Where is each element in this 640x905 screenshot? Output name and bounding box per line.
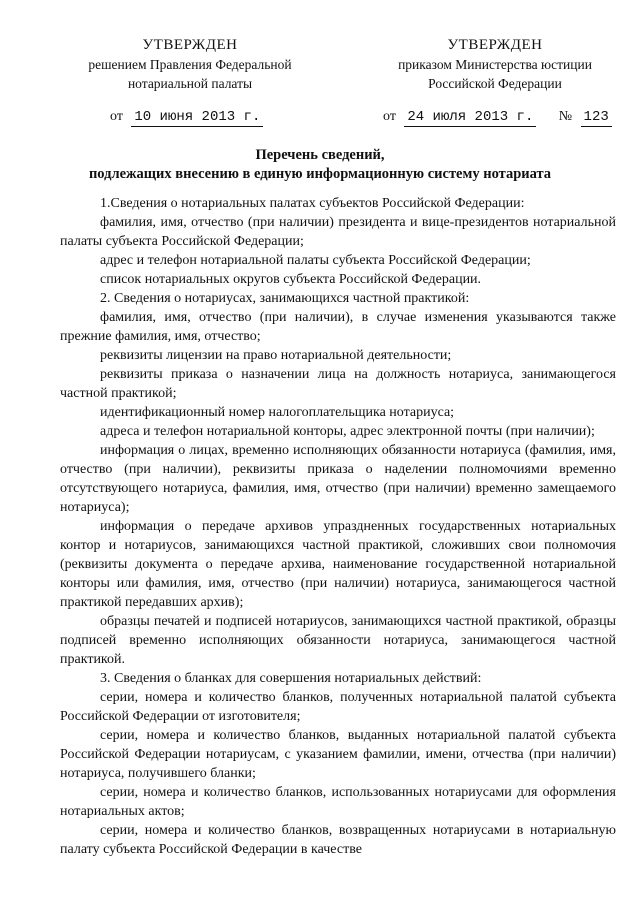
right-approval-line1: приказом Министерства юстиции bbox=[398, 57, 592, 72]
paragraph: идентификационный номер налогоплательщика нотариуса; bbox=[100, 405, 455, 420]
paragraph: 2. Сведения о нотариусах, занимающихся частной практикой: bbox=[100, 291, 470, 306]
left-approval-block bbox=[70, 36, 310, 93]
right-approval-block bbox=[370, 36, 620, 93]
paragraph: адреса и телефон нотариальной конторы, адрес электронной почты (при наличии); bbox=[100, 424, 595, 439]
left-approval-line2: нотариальной палаты bbox=[127, 76, 253, 91]
document-title-line1: Перечень сведений, bbox=[255, 147, 385, 163]
paragraph: информация о лицах, временно исполняющих обязанности нотариуса (фамилия, имя, отчество (при наличии), реквизиты приказа о наделении полномочиями временно отсутствующего нотариуса, фамилия, имя, отчество (при наличии) временно замещаемого нотариуса); bbox=[60, 443, 616, 515]
paragraph: 3. Сведения о бланках для совершения нотариальных действий: bbox=[100, 671, 482, 686]
order-number-label: № bbox=[558, 109, 573, 124]
document-title bbox=[60, 146, 580, 184]
paragraph: реквизиты приказа о назначении лица на должность нотариуса, занимающегося частной практикой; bbox=[60, 367, 616, 401]
right-approval-dateline bbox=[383, 108, 612, 127]
paragraph: список нотариальных округов субъекта Российской Федерации. bbox=[100, 272, 482, 287]
paragraph: реквизиты лицензии на право нотариальной деятельности; bbox=[100, 348, 452, 363]
paragraph: фамилия, имя, отчество (при наличии), в случае изменения указываются также прежние фамилия, имя, отчество; bbox=[60, 310, 616, 344]
paragraph: информация о передаче архивов упраздненных государственных нотариальных контор и нотариусов, занимающихся частной практикой, сложивших свои полномочия (реквизиты документа о передаче архива, наименование государственной нотариальной конторы или фамилия, имя, отчество (при наличии) нотариуса, занимающегося частной практикой передавших архив); bbox=[60, 519, 616, 610]
paragraph: серии, номера и количество бланков, возвращенных нотариусами в нотариальную палату субъекта Российской Федерации в качестве bbox=[60, 823, 616, 857]
paragraph: серии, номера и количество бланков, выданных нотариальной палатой субъекта Российской Федерации нотариусам, с указанием фамилии, имени, отчества (при наличии) нотариуса, получившего бланки; bbox=[60, 728, 616, 781]
left-date-prefix: от bbox=[110, 109, 123, 124]
right-date-prefix: от bbox=[383, 109, 396, 124]
paragraph: серии, номера и количество бланков, использованных нотариусами для оформления нотариальных актов; bbox=[60, 785, 616, 819]
paragraph: адрес и телефон нотариальной палаты субъекта Российской Федерации; bbox=[100, 253, 531, 268]
document-body bbox=[60, 194, 616, 859]
left-approval-dateline bbox=[110, 108, 263, 127]
document-title-line2: подлежащих внесению в единую информационную систему нотариата bbox=[88, 166, 552, 182]
order-number: 123 bbox=[581, 108, 612, 127]
right-approval-line2: Российской Федерации bbox=[428, 76, 562, 91]
left-approval-date: 10 июня 2013 г. bbox=[131, 108, 263, 127]
paragraph: образцы печатей и подписей нотариусов, занимающихся частной практикой, образцы подписей временно исполняющих обязанности нотариуса, занимающегося частной практикой. bbox=[60, 614, 616, 667]
left-approval-line1: решением Правления Федеральной bbox=[88, 57, 292, 72]
right-approval-date: 24 июля 2013 г. bbox=[404, 108, 536, 127]
paragraph: серии, номера и количество бланков, полученных нотариальной палатой субъекта Российской Федерации от изготовителя; bbox=[60, 690, 616, 724]
paragraph: фамилия, имя, отчество (при наличии) президента и вице-президентов нотариальной палаты субъекта Российской Федерации; bbox=[60, 215, 616, 249]
paragraph: 1.Сведения о нотариальных палатах субъектов Российской Федерации: bbox=[100, 196, 525, 211]
left-approval-heading: УТВЕРЖДЕН bbox=[142, 37, 238, 53]
right-approval-heading: УТВЕРЖДЕН bbox=[447, 37, 543, 53]
